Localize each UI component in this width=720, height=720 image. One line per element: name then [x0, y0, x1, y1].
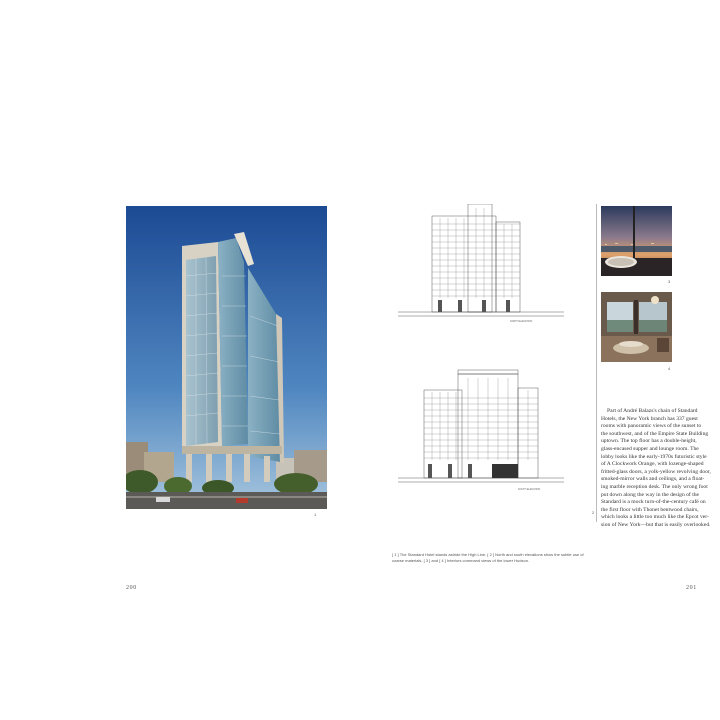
- photo-number-1: 1: [314, 512, 317, 517]
- interior-photo-bath: [601, 206, 672, 276]
- right-folio: 201: [686, 585, 697, 591]
- caption-marker-4: [ 4 ]: [439, 558, 446, 564]
- hotel-exterior-photo: [126, 206, 327, 509]
- right-body-text: [601, 408, 715, 530]
- right-body-line-5: uptown. The top floor has a double-height,: [601, 438, 697, 445]
- caption-marker-3: [ 3 ]: [423, 558, 431, 564]
- caption-marker-2: [ 2 ]: [487, 552, 495, 557]
- caption-text-2: North and south elevations show the subtle use of coarse materials.: [392, 552, 584, 564]
- interior-number-3: 3: [668, 279, 671, 284]
- right-body-line-7: lobby looks like the early-1970s futuristic style: [601, 453, 707, 460]
- right-body-line-14: the first floor with Thonet bentwood chairs,: [601, 506, 699, 513]
- column-divider: [596, 204, 597, 522]
- left-folio: 200: [126, 585, 137, 591]
- right-body-line-9: fritted-glass doors, a yolk-yellow revolving door,: [601, 468, 711, 475]
- interior-number-4: 4: [668, 366, 671, 371]
- caption-and: and: [431, 558, 439, 564]
- right-body-line-1: Part of André Balazs's chain of Standard: [607, 408, 698, 414]
- right-body-line-13: Standard is a mock turn-of-the-century café on: [601, 499, 706, 506]
- right-body-line-6: glass-encased supper and lounge room. The: [601, 445, 699, 452]
- right-body-line-10: smoked-mirror walls and ceilings, and a float-: [601, 476, 705, 483]
- right-body-line-11: ing marble reception desk. The only wrong foot: [601, 483, 708, 490]
- caption-text-3: Interiors command views of the lower Hudson.: [447, 558, 530, 564]
- right-body-line-8: of A Clockwork Orange, with lozenge-shaped: [601, 461, 704, 468]
- caption-marker-1: [ 1 ]: [392, 552, 399, 557]
- north-elevation-drawing: [398, 204, 564, 329]
- right-page: [360, 0, 720, 720]
- right-body-line-12: put down along the way in the design of the: [601, 491, 700, 498]
- right-body-line-16: sion of New York—but that is easily overlooked.: [601, 521, 711, 528]
- right-body-line-4: the southwest, and of the Empire State Building: [601, 430, 709, 437]
- south-elevation-drawing: [398, 368, 564, 498]
- elevation-number-2: 2: [592, 510, 595, 515]
- right-body-line-3: rooms with panoramic views of the sunset to: [601, 423, 702, 430]
- right-body-line-2: Hotels, the New York branch has 337 guest: [601, 415, 698, 422]
- right-body-line-15: which looks a little too much like the Epcot ver-: [601, 514, 709, 521]
- south-elevation-label: SOUTH ELEVATION: [518, 488, 541, 491]
- caption-text-1: The Standard Hotel stands astride the High Line.: [399, 552, 487, 557]
- interior-photo-lounge: [601, 292, 672, 362]
- north-elevation-label: NORTH ELEVATION: [510, 320, 533, 323]
- figure-caption: [392, 552, 592, 564]
